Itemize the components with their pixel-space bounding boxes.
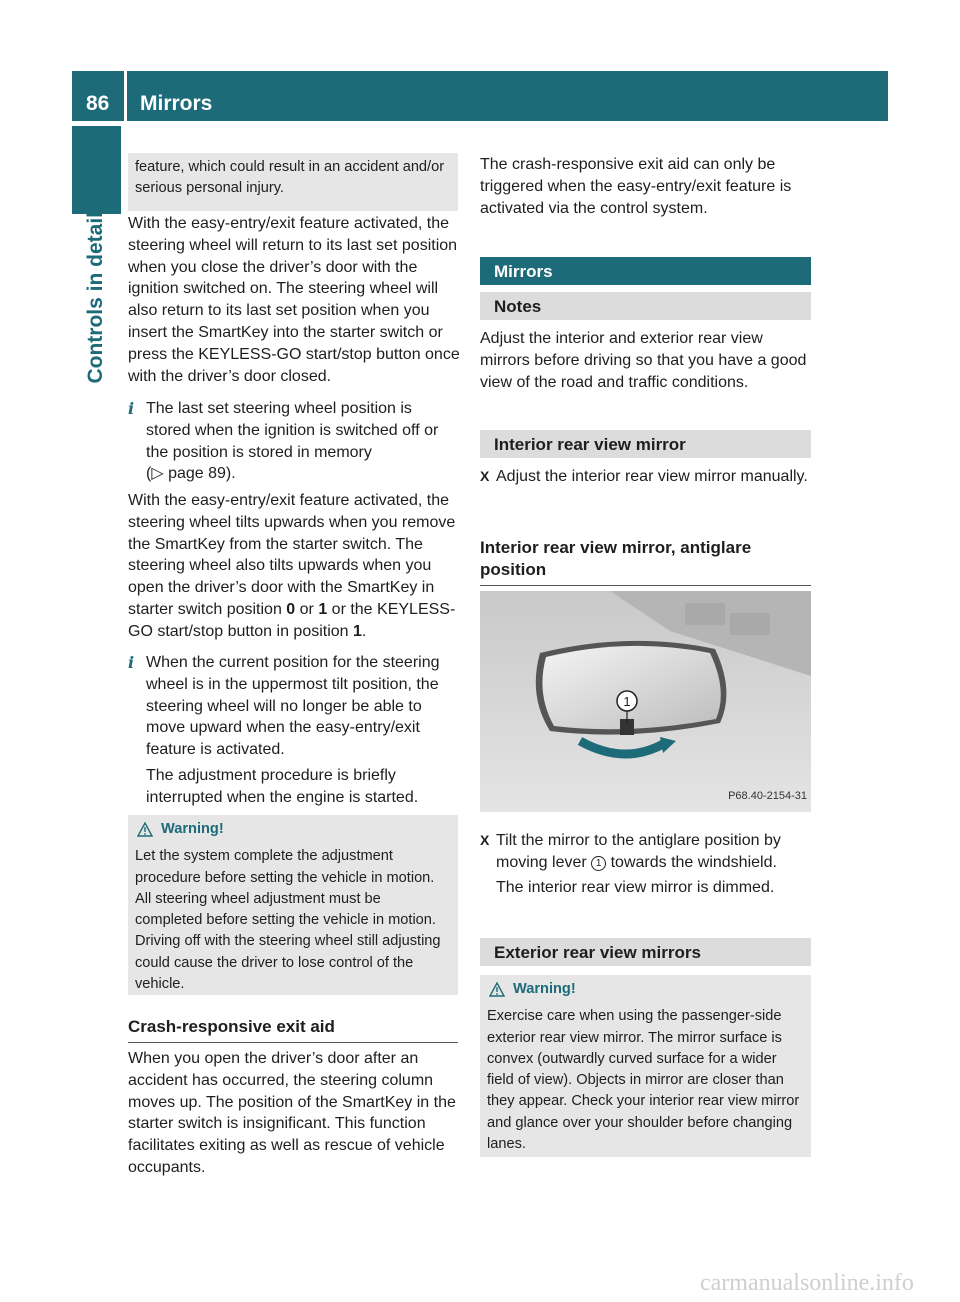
position-1b: 1 [353, 622, 362, 640]
carry-over-text: feature, which could result in an accident and/or serious personal injury. [135, 159, 445, 197]
carry-over-warning-box [128, 153, 458, 211]
side-tab [72, 126, 121, 214]
tilt-text-e: or the KEYLESS-GO start/stop button in position [128, 600, 456, 640]
heading-antiglare: Interior rear view mirror, antiglare position [480, 537, 811, 586]
figure-callout-number: 1 [623, 694, 631, 709]
warning-heading [487, 979, 804, 1000]
figure-code: P68.40-2154-31 [728, 790, 807, 803]
paragraph-tilt-upwards [128, 490, 460, 643]
info-note-memory [128, 398, 460, 485]
warning-heading [135, 819, 451, 840]
step-arrow-icon: X [480, 832, 490, 848]
tilt-text-a: With the easy-entry/exit feature activated, the steering wheel tilts upwards when you remove the SmartKey from the starter switch. The steering wheel also tilts upwards when you open the driver’s door with the SmartKey in starter switch position [128, 492, 456, 618]
warning-text: Exercise care when using the passenger-side exterior rear view mirror. The mirror surface is convex (outwardly curved surface for a wider field of view). Objects in mirror are closer than they appear. Check your interior rear view mirror and glance over your shoulder before changing lanes. [487, 1008, 800, 1153]
lever-number-circle: 1 [591, 856, 606, 871]
step-tilt-mirror [480, 830, 811, 898]
step-tilt-text [496, 830, 811, 874]
info-note-uppermost-text: When the current position for the steering wheel is in the uppermost tilt position, the steering wheel will no longer be able to move upward when the easy-entry/exit feature is activated. [146, 654, 440, 759]
warning-triangle-icon [489, 982, 505, 997]
watermark: carmanualsonline.info [700, 1270, 914, 1296]
chapter-title: Mirrors [140, 92, 213, 115]
step-tilt-a: Tilt the mirror to the antiglare position by moving lever [496, 832, 781, 871]
warning-title: Warning! [513, 981, 576, 997]
info-note-memory-text: The last set steering wheel position is stored when the ignition is switched off or the position is stored in memory [146, 400, 439, 461]
info-note-uppermost [128, 652, 460, 809]
step-adjust-manually [480, 466, 811, 488]
subsection-notes: Notes [480, 292, 811, 320]
page-number: 86 [86, 92, 110, 115]
step-adjust-text: Adjust the interior rear view mirror manually. [496, 468, 808, 485]
warning-title: Warning! [161, 821, 224, 837]
mirror-illustration [480, 591, 811, 812]
warning-box-exterior [480, 975, 811, 1157]
position-0: 0 [286, 600, 296, 618]
subsection-interior-mirror: Interior rear view mirror [480, 430, 811, 458]
side-label-text: Controls in detail [84, 212, 107, 384]
info-icon: i [128, 653, 135, 672]
warning-text: Let the system complete the adjustment procedure before setting the vehicle in motion. All steering wheel adjustment must be completed before setting the vehicle in motion. Driving off with the steering wheel still adjusting could cause the driver to lose control of the vehicle. [135, 848, 441, 993]
paragraph-crash-exit: When you open the driver’s door after an accident has occurred, the steering column moves up. The position of the SmartKey in the starter switch is insignificant. This function facilitates exiting as well as rescue of vehicle occupants. [128, 1050, 456, 1176]
warning-triangle-icon [137, 822, 153, 837]
tilt-text-c: or [295, 600, 319, 618]
mirror-figure [480, 591, 811, 812]
paragraph-notes: Adjust the interior and exterior rear view mirrors before driving so that you have a good view of the road and traffic conditions. [480, 330, 807, 391]
position-1: 1 [318, 600, 328, 618]
step-tilt-b: towards the windshield. [606, 853, 777, 871]
subsection-exterior-mirrors: Exterior rear view mirrors [480, 938, 811, 966]
header-divider [124, 71, 127, 121]
section-mirrors: Mirrors [480, 257, 811, 285]
info-note-interrupted-text: The adjustment procedure is briefly interrupted when the engine is started. [146, 766, 419, 806]
tilt-text-g: . [361, 622, 367, 640]
step-result-text: The interior rear view mirror is dimmed. [496, 878, 775, 896]
warning-box-steering [128, 815, 458, 995]
page-reference-link[interactable]: (▷ page 89). [146, 465, 236, 483]
step-arrow-icon: X [480, 468, 490, 484]
paragraph-return-position: With the easy-entry/exit feature activated, the steering wheel will return to its last set position when you close the driver’s door with the ignition switched on. The steering wheel will also return to its last set position when you insert the SmartKey into the starter switch or press the KEYLESS-GO start/stop button once with the driver’s door closed. [128, 215, 460, 385]
paragraph-crash-trigger: The crash-responsive exit aid can only be triggered when the easy-entry/exit feature is activated via the control system. [480, 156, 792, 217]
heading-crash-exit-aid: Crash-responsive exit aid [128, 1016, 458, 1043]
info-icon: i [128, 399, 135, 418]
